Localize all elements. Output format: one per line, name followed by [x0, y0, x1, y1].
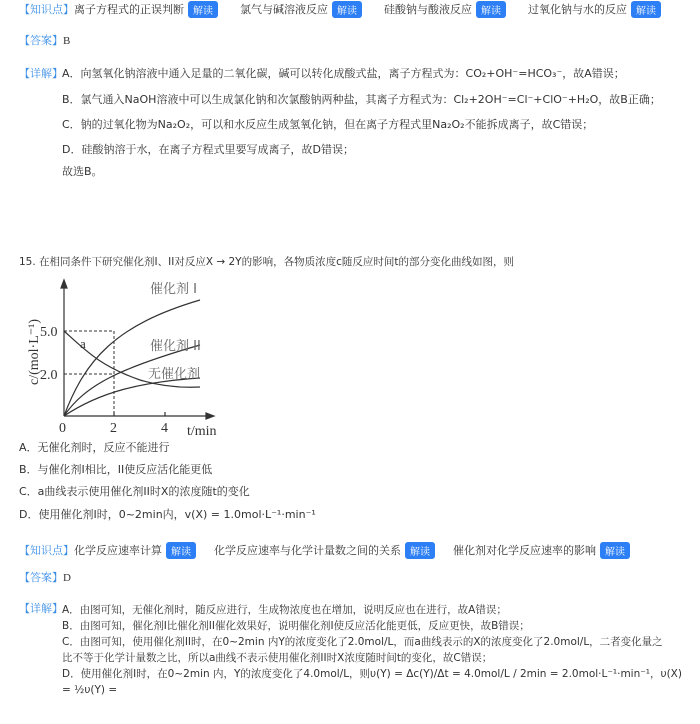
x-axis-label: t/min [187, 424, 217, 439]
answer-value: D [63, 572, 71, 584]
option-c: C．a曲线表示使用催化剂II时X的浓度随t的变化 [19, 485, 250, 498]
x-axis-arrow [206, 413, 214, 419]
answer-label: 【答案】 [19, 571, 63, 584]
knowledge-label: 【知识点】 [19, 3, 74, 16]
ytick-2: 2.0 [40, 368, 58, 383]
ytick-5: 5.0 [40, 325, 58, 340]
detail-line: C．钠的过氧化物为Na₂O₂，可以和水反应生成氢氧化钠，但在离子方程式里Na₂O₂不能拆成离子，故C错误； [62, 118, 594, 131]
dashed-guides [64, 331, 114, 416]
knowledge-tag: 化学反应速率计算 [74, 544, 162, 557]
option-b: B．与催化剂I相比，II使反应活化能更低 [19, 463, 213, 476]
detail-line: 比不等于化学计量数之比，所以a曲线不表示使用催化剂II时X浓度随时间t的变化，故C错误； [62, 652, 493, 664]
answer-row [19, 34, 70, 48]
read-button[interactable]: 解读 [600, 542, 630, 559]
answer-row [19, 571, 71, 585]
detail-line: D．使用催化剂I时，在0~2min 内，Y的浓度变化了4.0mol/L，则υ(Y) = Δc(Y)/Δt = 4.0mol/L / 2min = 2.0mol·L⁻¹·min⁻¹，υ(X) = ½υ(Y) = [62, 668, 682, 696]
knowledge-tag: 离子方程式的正误判断 [74, 3, 184, 16]
answer-value: B [63, 35, 71, 47]
knowledge-points-row [0, 540, 690, 560]
detail-line: 故选B。 [62, 165, 103, 178]
xtick-2: 2 [110, 421, 117, 436]
detail-label: 【详解】 [19, 67, 63, 80]
detail-line: C．由图可知，使用催化剂II时，在0~2min 内Y的浓度变化了2.0mol/L，而a曲线表示的X的浓度变化了2.0mol/L，二者变化量之 [62, 636, 663, 648]
knowledge-tag: 催化剂对化学反应速率的影响 [453, 544, 596, 557]
detail-line: B．由图可知，催化剂I比催化剂II催化效果好，说明催化剂I使反应活化能更低，反应更快，故B错误； [62, 620, 530, 632]
detail-line: D．硅酸钠溶于水，在离子方程式里要写成离子，故D错误； [62, 143, 354, 156]
concentration-time-figure [0, 270, 230, 440]
read-button[interactable]: 解读 [405, 542, 435, 559]
read-button[interactable]: 解读 [332, 1, 362, 18]
read-button[interactable]: 解读 [166, 542, 196, 559]
xtick-0: 0 [59, 421, 66, 436]
answer-label: 【答案】 [19, 34, 63, 47]
label-a: a [80, 336, 86, 351]
option-a: A．无催化剂时，反应不能进行 [19, 441, 170, 454]
knowledge-tag: 过氧化钠与水的反应 [528, 3, 627, 16]
detail-line: A．向氢氧化钠溶液中通入足量的二氧化碳，碱可以转化成酸式盐，离子方程式为：CO₂+OH⁻=HCO₃⁻，故A错误； [62, 67, 625, 80]
read-button[interactable]: 解读 [188, 1, 218, 18]
label-catalyst-1: 催化剂 I [150, 282, 197, 297]
curve-catalyst-1 [64, 300, 200, 416]
detail-line: A．由图可知，无催化剂时，随反应进行，生成物浓度也在增加，说明反应也在进行，故A错误； [62, 604, 507, 616]
read-button[interactable]: 解读 [631, 1, 661, 18]
label-catalyst-2: 催化剂 II [150, 339, 201, 354]
knowledge-tag: 硅酸钠与酸液反应 [384, 3, 472, 16]
curve-no-catalyst [64, 378, 200, 416]
option-d: D．使用催化剂I时，0~2min内，v(X) = 1.0mol·L⁻¹·min⁻¹ [19, 508, 316, 521]
detail-block [62, 602, 690, 698]
knowledge-tag: 氯气与碱溶液反应 [240, 3, 328, 16]
xtick-4: 4 [161, 421, 168, 436]
knowledge-label: 【知识点】 [19, 544, 74, 557]
detail-line: B．氯气通入NaOH溶液中可以生成氯化钠和次氯酸钠两种盐，其离子方程式为：Cl₂+2OH⁻=Cl⁻+ClO⁻+H₂O，故B正确； [62, 93, 661, 106]
detail-label: 【详解】 [19, 602, 63, 615]
knowledge-points-row [0, 0, 690, 19]
read-button[interactable]: 解读 [476, 1, 506, 18]
y-axis-label: c/(mol·L⁻¹) [27, 318, 42, 385]
question-stem: 15. 在相同条件下研究催化剂I、II对反应X → 2Y的影响，各物质浓度c随反应时间t的部分变化曲线如图，则 [19, 256, 514, 268]
y-axis-arrow [61, 280, 67, 288]
knowledge-tag: 化学反应速率与化学计量数之间的关系 [214, 544, 401, 557]
label-no-catalyst: 无催化剂 [148, 367, 201, 382]
